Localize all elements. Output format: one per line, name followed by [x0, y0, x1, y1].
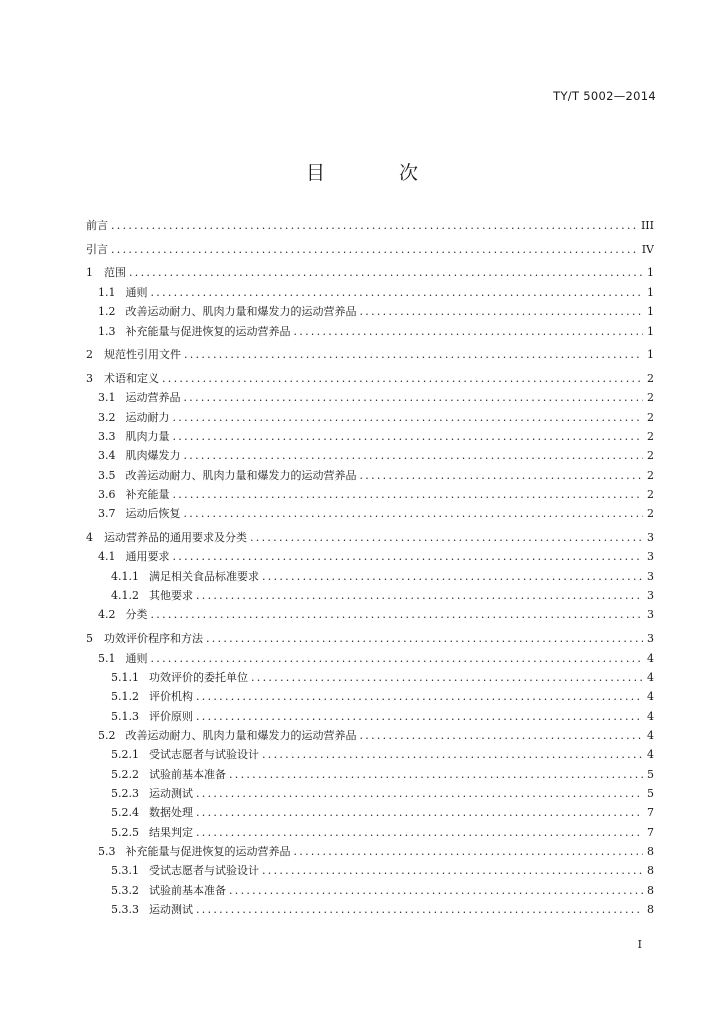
toc-entry[interactable] [86, 708, 654, 727]
toc-entry[interactable] [86, 409, 654, 428]
dot-leader [262, 570, 643, 583]
dot-leader [196, 787, 643, 800]
toc-entry-page: 2 [647, 507, 654, 521]
toc-entry-page: 4 [647, 728, 654, 742]
toc-entry[interactable] [86, 505, 654, 524]
toc-entry-number: 5.2.1 [111, 748, 139, 762]
page-title: 目 次 [305, 162, 453, 184]
dot-leader [360, 469, 644, 482]
toc-entry[interactable] [86, 901, 654, 920]
toc-entry-label: 补充能量与促进恢复的运动营养品 [125, 324, 291, 338]
toc-entry-label: 满足相关食品标准要求 [149, 569, 259, 583]
toc-entry-page: 4 [647, 670, 654, 684]
toc-entry-page: 1 [647, 324, 654, 338]
dot-leader [229, 768, 643, 781]
toc-entry-label: 运动耐力 [125, 410, 170, 424]
toc-entry-page: 3 [647, 589, 654, 603]
toc-entry-number: 3.2 [98, 410, 116, 424]
toc-entry-page: 3 [647, 531, 654, 545]
toc-entry[interactable] [86, 303, 654, 322]
toc-entry-label: 受试志愿者与试验设计 [149, 864, 259, 878]
toc-entry[interactable] [86, 428, 654, 447]
toc-entry-number: 5.1.1 [111, 670, 139, 684]
toc-entry[interactable] [86, 746, 654, 765]
toc-entry-label: 试验前基本准备 [149, 883, 226, 897]
toc-entry-label: 评价原则 [149, 709, 193, 723]
dot-leader [111, 219, 638, 232]
toc-entry-number: 5.3.1 [111, 864, 139, 878]
dot-leader [173, 488, 644, 501]
toc-entry-page: 3 [647, 569, 654, 583]
toc-entry[interactable] [86, 370, 654, 389]
toc-entry-label: 运动营养品的通用要求及分类 [104, 531, 247, 545]
toc-entry[interactable] [86, 447, 654, 466]
toc-entry[interactable] [86, 650, 654, 669]
toc-entry[interactable] [86, 389, 654, 408]
toc-entry-page: 5 [647, 786, 654, 800]
toc-entry-number: 3.1 [98, 391, 116, 405]
toc-entry-number: 5.3.3 [111, 903, 139, 917]
toc-entry-label: 肌肉力量 [125, 430, 170, 443]
toc-entry-label: 其他要求 [149, 589, 193, 603]
toc-entry[interactable] [86, 346, 654, 365]
toc-entry-page: 8 [647, 883, 654, 897]
dot-leader [251, 671, 643, 684]
toc-entry-number: 5.2.2 [111, 767, 139, 781]
dot-leader [184, 507, 644, 520]
toc-entry[interactable] [86, 843, 654, 862]
dot-leader [196, 690, 643, 703]
toc-entry-number: 1 [86, 266, 93, 280]
toc-entry-label: 分类 [125, 608, 148, 622]
dot-leader [196, 826, 643, 839]
toc-entry-number: 5.3 [98, 845, 116, 858]
toc-entry[interactable] [86, 264, 654, 283]
toc-entry[interactable] [86, 766, 654, 785]
toc-entry-number: 4.1.2 [111, 589, 139, 603]
toc-entry-page: 2 [647, 391, 654, 405]
toc-entry-number: 5.2.3 [111, 786, 139, 800]
toc-entry-number: 5.2 [98, 728, 116, 742]
toc-entry-number: 5.2.4 [111, 806, 139, 820]
toc-entry-page: 2 [647, 449, 654, 463]
toc-entry-page: 3 [647, 632, 654, 646]
dot-leader [294, 845, 644, 858]
dot-leader [360, 305, 644, 318]
toc-entry-number: 3 [86, 371, 93, 385]
dot-leader [196, 710, 643, 723]
toc-entry-label: 功效评价的委托单位 [149, 670, 248, 684]
toc-entry-label: 数据处理 [149, 806, 193, 820]
dot-leader [196, 903, 643, 916]
toc-entry-page: 4 [647, 709, 654, 723]
toc-entry-number: 3.4 [98, 449, 116, 463]
toc-entry-page: 3 [647, 608, 654, 622]
toc-entry-label: 运动测试 [149, 903, 193, 917]
toc-entry-number: 1.1 [98, 285, 116, 299]
dot-leader [151, 608, 644, 621]
toc-entry-page: 2 [647, 468, 654, 482]
toc-entry-label: 肌肉爆发力 [125, 449, 181, 463]
page-number: I [637, 938, 642, 951]
toc-entry-number: 2 [86, 348, 93, 362]
toc-entry-label: 引言 [86, 242, 108, 256]
dot-leader [184, 348, 643, 361]
toc-entry[interactable] [86, 284, 654, 303]
toc-entry-page: 2 [647, 430, 654, 443]
dot-leader [162, 372, 643, 385]
toc-entry-page: 4 [647, 651, 654, 665]
table-of-contents [86, 217, 654, 920]
toc-entry[interactable] [86, 323, 654, 342]
toc-entry-label: 运动测试 [149, 786, 193, 800]
toc-entry[interactable] [86, 669, 654, 688]
toc-entry-page: 4 [647, 748, 654, 762]
toc-entry-page: 8 [647, 864, 654, 878]
toc-entry-page: 8 [647, 903, 654, 917]
toc-entry[interactable] [86, 529, 654, 548]
toc-entry-page: 1 [647, 305, 654, 319]
toc-entry-label: 结果判定 [149, 825, 193, 839]
dot-leader [184, 391, 644, 404]
toc-entry-label: 改善运动耐力、肌肉力量和爆发力的运动营养品 [125, 468, 357, 482]
toc-entry-page: 7 [647, 806, 654, 820]
toc-entry[interactable] [86, 548, 654, 567]
toc-entry[interactable] [86, 882, 654, 901]
toc-entry-label: 通用要求 [125, 550, 170, 564]
toc-entry-label: 前言 [86, 219, 108, 232]
dot-leader [173, 430, 644, 443]
toc-entry-number: 5.1.2 [111, 690, 139, 704]
dot-leader [184, 449, 644, 462]
dot-leader [206, 632, 643, 645]
toc-entry-page: 1 [647, 285, 654, 299]
toc-entry-page: 3 [647, 550, 654, 564]
toc-entry[interactable] [86, 824, 654, 843]
toc-entry-label: 运动营养品 [125, 391, 181, 405]
toc-entry-label: 规范性引用文件 [104, 348, 181, 362]
dot-leader [229, 884, 643, 897]
toc-entry[interactable] [86, 486, 654, 505]
toc-entry-page: 7 [647, 825, 654, 839]
toc-entry-page: III [640, 219, 654, 232]
toc-entry-number: 4.1 [98, 550, 116, 564]
dot-leader [129, 266, 643, 279]
dot-leader [250, 531, 643, 544]
dot-leader [196, 806, 643, 819]
dot-leader [196, 589, 643, 602]
toc-entry-number: 3.5 [98, 468, 116, 482]
toc-entry-number: 5.3.2 [111, 883, 139, 897]
toc-entry-page: IV [641, 242, 654, 256]
toc-entry-page: 2 [647, 410, 654, 424]
toc-entry-label: 补充能量与促进恢复的运动营养品 [125, 845, 291, 858]
toc-entry[interactable] [86, 785, 654, 804]
dot-leader [111, 243, 639, 256]
toc-entry-page: 2 [647, 488, 654, 502]
toc-entry-label: 运动后恢复 [125, 507, 181, 521]
toc-entry[interactable] [86, 467, 654, 486]
toc-entry[interactable] [86, 630, 654, 649]
toc-entry-number: 5.2.5 [111, 825, 139, 839]
toc-entry-page: 8 [647, 845, 654, 858]
toc-entry[interactable] [86, 587, 654, 606]
toc-entry-page: 5 [647, 767, 654, 781]
dot-leader [262, 864, 643, 877]
toc-entry-page: 1 [647, 348, 654, 362]
toc-entry[interactable] [86, 568, 654, 587]
toc-entry-label: 改善运动耐力、肌肉力量和爆发力的运动营养品 [125, 305, 357, 319]
toc-entry-number: 5.1 [98, 651, 116, 665]
toc-entry[interactable] [86, 217, 654, 236]
toc-entry[interactable] [86, 804, 654, 823]
toc-entry-number: 4 [86, 531, 93, 545]
toc-entry-page: 2 [647, 371, 654, 385]
dot-leader [360, 729, 644, 742]
toc-entry-page: 1 [647, 266, 654, 280]
toc-entry-label: 试验前基本准备 [149, 767, 226, 781]
dot-leader [262, 748, 643, 761]
toc-entry-label: 改善运动耐力、肌肉力量和爆发力的运动营养品 [125, 728, 357, 742]
toc-entry-label: 功效评价程序和方法 [104, 632, 203, 646]
toc-entry-page: 4 [647, 690, 654, 704]
toc-entry[interactable] [86, 606, 654, 625]
toc-entry-label: 范围 [104, 266, 126, 280]
toc-entry-number: 3.7 [98, 507, 116, 521]
dot-leader [173, 550, 644, 563]
toc-entry-number: 1.2 [98, 305, 116, 319]
toc-entry-label: 通则 [125, 285, 148, 299]
toc-entry[interactable] [86, 862, 654, 881]
toc-entry-label: 补充能量 [125, 488, 170, 502]
toc-entry-number: 3.6 [98, 488, 116, 502]
toc-entry-number: 5 [86, 632, 93, 646]
toc-entry-label: 通则 [125, 651, 148, 665]
dot-leader [151, 286, 644, 299]
toc-entry[interactable] [86, 727, 654, 746]
toc-entry-label: 受试志愿者与试验设计 [149, 748, 259, 762]
toc-entry-label: 评价机构 [149, 690, 193, 704]
toc-entry-number: 4.1.1 [111, 569, 139, 583]
dot-leader [173, 411, 644, 424]
dot-leader [151, 652, 644, 665]
standard-code: TY/T 5002—2014 [553, 89, 656, 103]
dot-leader [294, 325, 644, 338]
toc-entry-number: 3.3 [98, 430, 116, 443]
toc-entry-number: 4.2 [98, 608, 116, 622]
toc-entry-number: 1.3 [98, 324, 116, 338]
toc-entry[interactable] [86, 688, 654, 707]
toc-entry-label: 术语和定义 [104, 371, 159, 385]
toc-entry[interactable] [86, 241, 654, 260]
toc-entry-number: 5.1.3 [111, 709, 139, 723]
